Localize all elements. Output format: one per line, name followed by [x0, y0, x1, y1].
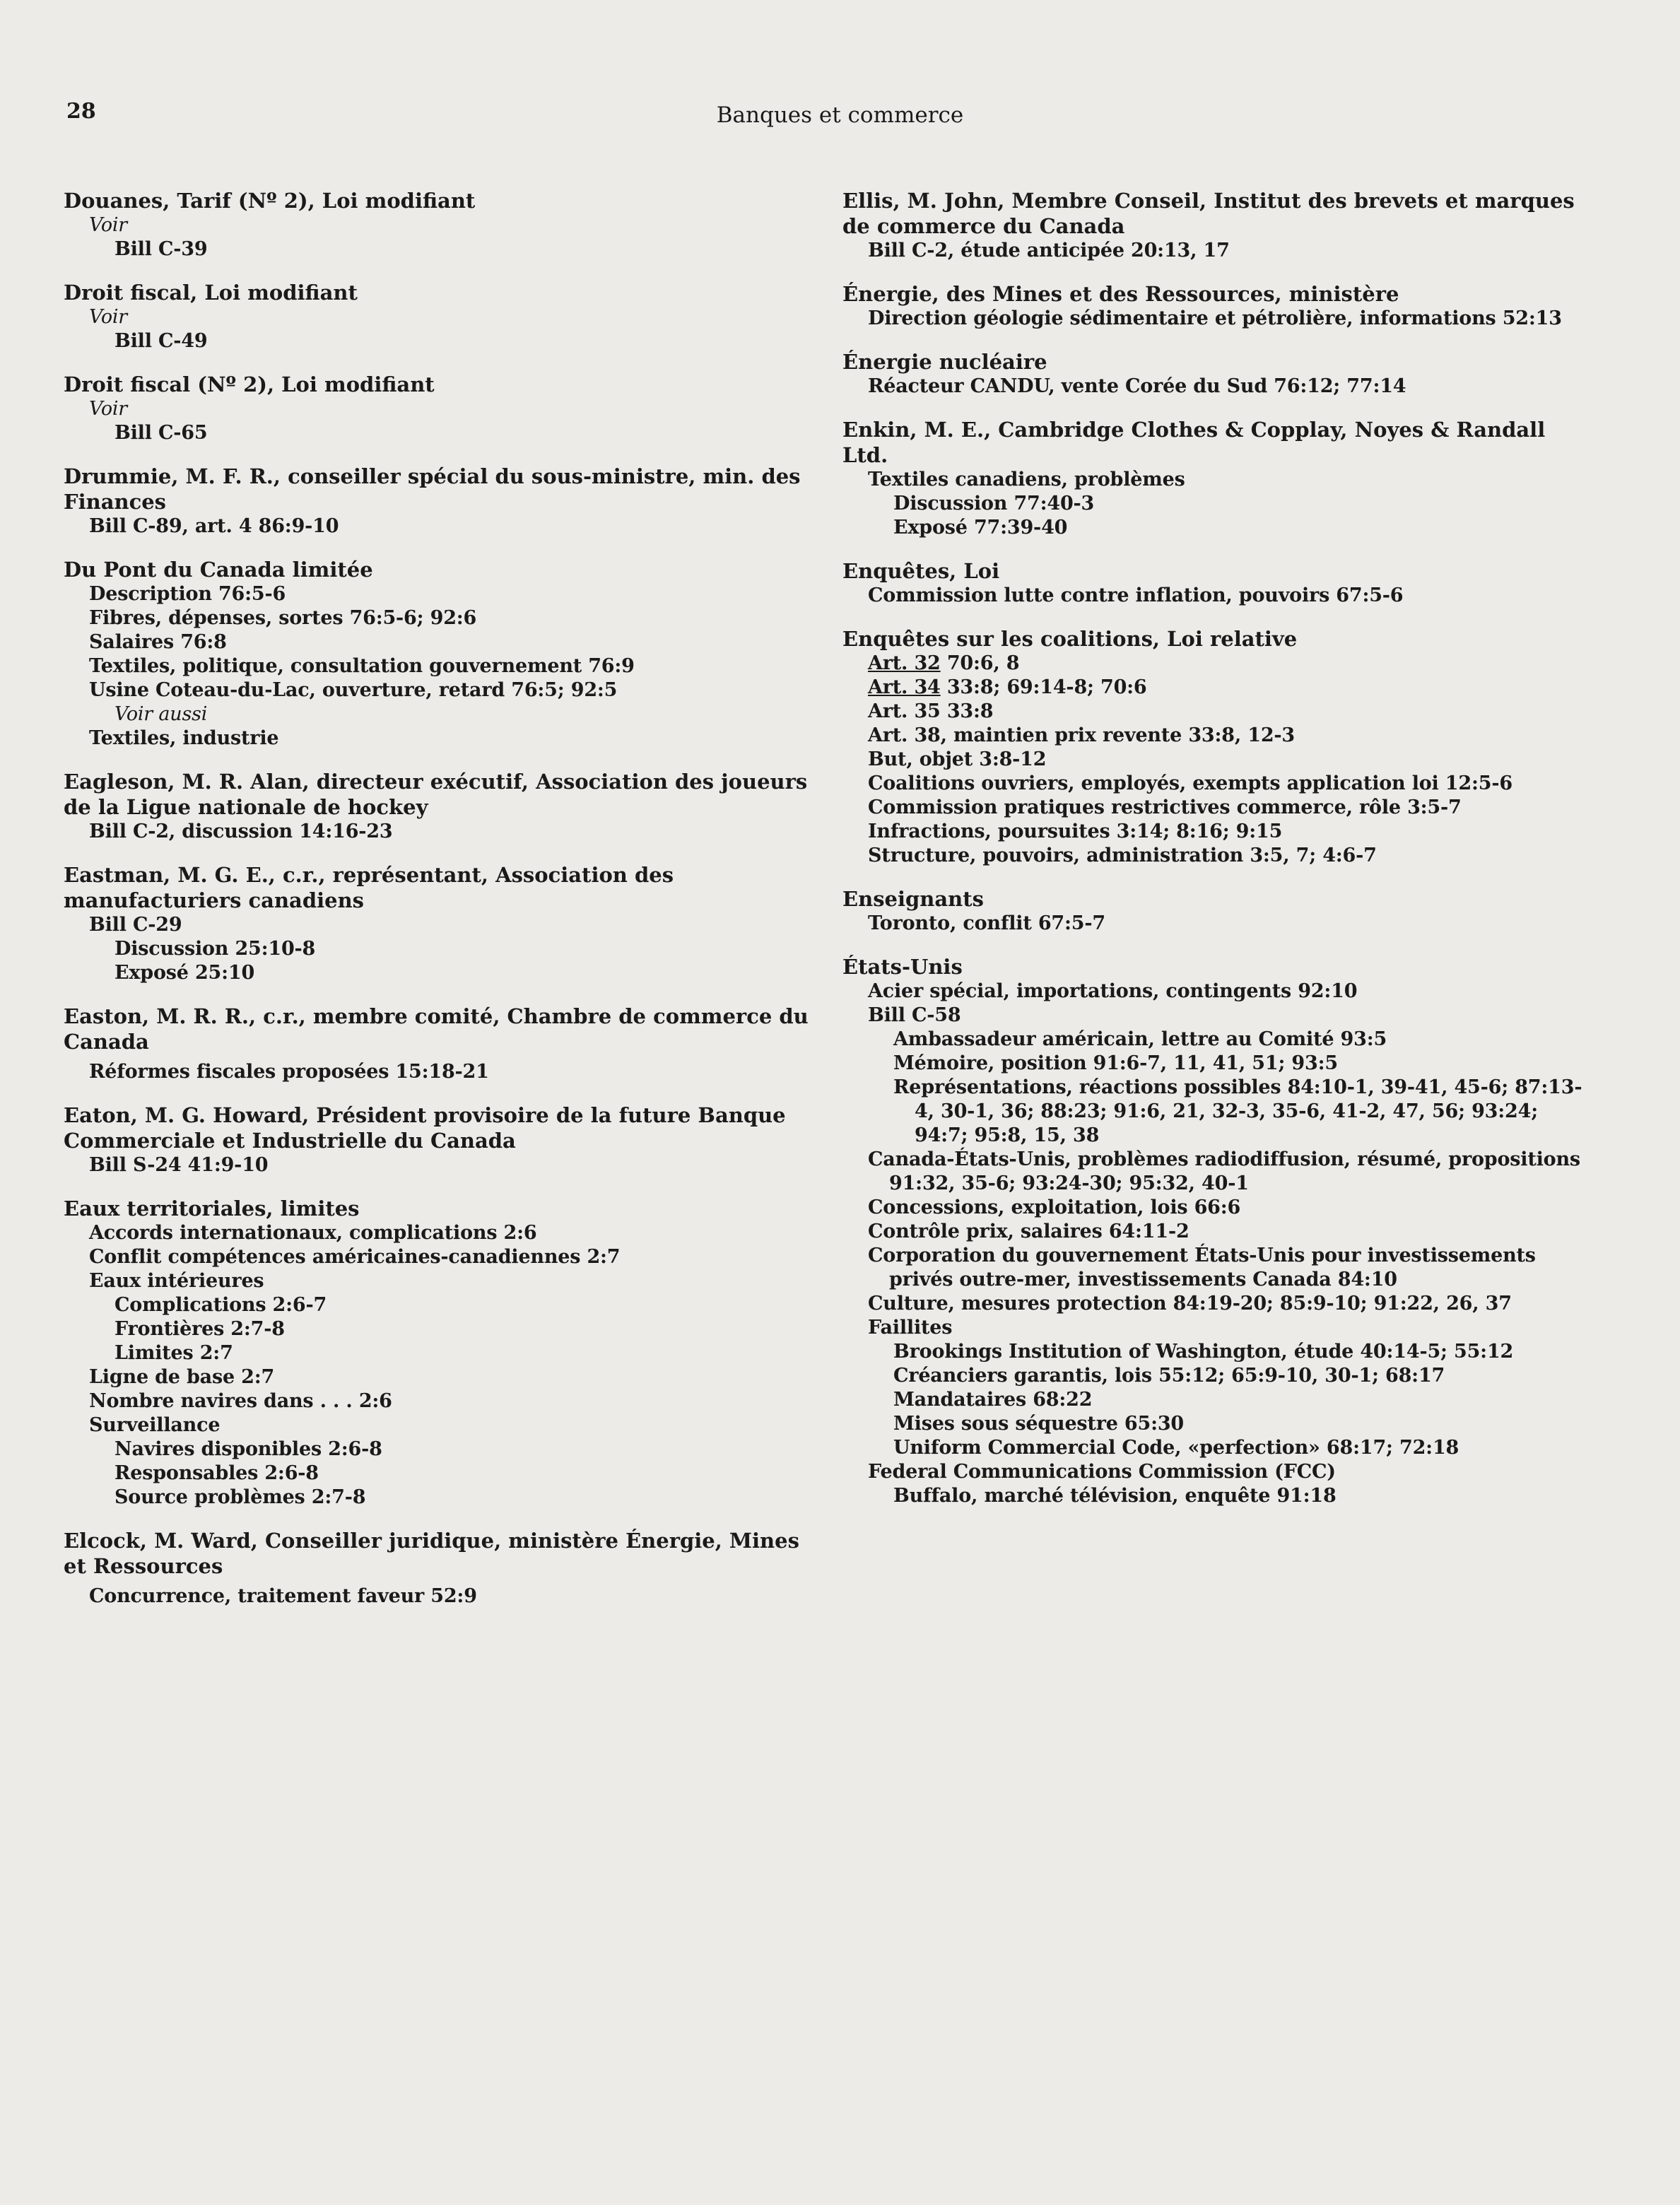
index-entry: [64, 769, 813, 844]
index-entry: [842, 558, 1588, 608]
entry-subline: Représentations, réactions possibles 84:10-1, 39-41, 45-6; 87:13-4, 30-1, 36; 88:23; 91:6, 21, 32-3, 35-6, 41-2, 47, 56; 93:24; 94:7; 95:8, 15, 38: [893, 1076, 1582, 1146]
entry-subline: Complications 2:6-7: [114, 1294, 327, 1316]
article-ref: Art. 34: [868, 676, 941, 698]
index-column-left: [64, 188, 813, 1627]
index-entry: [64, 280, 813, 353]
index-entry: [842, 626, 1588, 868]
entry-subline: Faillites: [868, 1317, 953, 1339]
entry-heading: Ellis, M. John, Membre Conseil, Institut des brevets et marques de commerce du Canada: [842, 189, 1575, 238]
entry-subline: Frontières 2:7-8: [114, 1318, 285, 1340]
page-number: 28: [66, 99, 96, 124]
entry-subline: Structure, pouvoirs, administration 3:5, 7; 4:6-7: [868, 845, 1377, 866]
entry-subline: [842, 676, 1588, 700]
entry-subline: Commission lutte contre inflation, pouvoirs 67:5-6: [868, 584, 1404, 606]
entry-subline: Accords internationaux, complications 2:6: [89, 1222, 537, 1244]
running-header: Banques et commerce: [716, 102, 964, 128]
entry-subline: Coalitions ouvriers, employés, exempts application loi 12:5-6: [868, 772, 1512, 794]
entry-subline: Navires disponibles 2:6-8: [114, 1438, 382, 1460]
entry-heading: Enseignants: [842, 887, 984, 911]
entry-heading: Eaton, M. G. Howard, Président provisoire de la future Banque Commerciale et Industrielle du Canada: [64, 1103, 786, 1153]
entry-heading: Eaux territoriales, limites: [64, 1196, 360, 1221]
entry-subline: Culture, mesures protection 84:19-20; 85:9-10; 91:22, 26, 37: [868, 1293, 1512, 1315]
entry-heading: Drummie, M. F. R., conseiller spécial du sous-ministre, min. des Finances: [64, 464, 801, 514]
entry-heading: Enquêtes sur les coalitions, Loi relative: [842, 627, 1298, 651]
entry-subline: Mémoire, position 91:6-7, 11, 41, 51; 93:5: [893, 1052, 1338, 1074]
index-entry: [64, 1196, 813, 1510]
entry-subline: Responsables 2:6-8: [114, 1462, 319, 1484]
entry-subline: [842, 652, 1588, 676]
entry-subline: Acier spécial, importations, contingents 92:10: [868, 980, 1358, 1002]
entry-heading: Eagleson, M. R. Alan, directeur exécutif, Association des joueurs de la Ligue nationale de hockey: [64, 770, 808, 819]
entry-heading: Elcock, M. Ward, Conseiller juridique, ministère Énergie, Mines et Ressources: [64, 1529, 799, 1578]
index-entry: [64, 1102, 813, 1177]
index-entry: [64, 1528, 813, 1609]
entry-subline: Direction géologie sédimentaire et pétrolière, informations 52:13: [868, 307, 1562, 329]
entry-subline: Buffalo, marché télévision, enquête 91:18: [893, 1485, 1337, 1507]
entry-heading: Énergie nucléaire: [842, 350, 1047, 374]
index-entry: [842, 417, 1588, 540]
entry-heading: États-Unis: [842, 955, 963, 979]
index-entry: [64, 557, 813, 751]
entry-subline: Bill C-2, étude anticipée 20:13, 17: [868, 240, 1230, 261]
entry-subline: Voir: [89, 306, 128, 328]
entry-subline: Créanciers garantis, lois 55:12; 65:9-10, 30-1; 68:17: [893, 1365, 1445, 1387]
entry-heading: Droit fiscal, Loi modifiant: [64, 281, 358, 305]
entry-subline: Salaires 76:8: [89, 631, 227, 653]
entry-subline: Exposé 77:39-40: [893, 517, 1068, 539]
index-entry: [64, 862, 813, 985]
entry-subline: Limites 2:7: [114, 1342, 233, 1364]
entry-subline: Eaux intérieures: [89, 1270, 264, 1292]
entry-subline: Federal Communications Commission (FCC): [868, 1461, 1336, 1483]
entry-subline: Discussion 77:40-3: [893, 493, 1095, 514]
entry-heading: Du Pont du Canada limitée: [64, 558, 373, 582]
entry-subline: Bill C-39: [114, 238, 208, 260]
entry-subline: Conflit compétences américaines-canadiennes 2:7: [89, 1246, 621, 1268]
index-entry: [842, 188, 1588, 263]
entry-subline: Bill C-49: [114, 330, 208, 352]
entry-heading: Énergie, des Mines et des Ressources, ministère: [842, 282, 1399, 306]
entry-subline: Voir: [89, 398, 128, 420]
entry-subline: Uniform Commercial Code, «perfection» 68:17; 72:18: [893, 1437, 1459, 1459]
spacer: [64, 1579, 813, 1584]
entry-subline: Bill C-65: [114, 422, 208, 444]
entry-subline: Contrôle prix, salaires 64:11-2: [868, 1221, 1189, 1242]
entry-subline: Ligne de base 2:7: [89, 1366, 275, 1388]
entry-subline: Ambassadeur américain, lettre au Comité 93:5: [893, 1028, 1387, 1050]
entry-subline: Surveillance: [89, 1414, 221, 1436]
index-entry: [64, 188, 813, 261]
entry-subline: Textiles, politique, consultation gouvernement 76:9: [89, 655, 635, 677]
entry-subline: Concurrence, traitement faveur 52:9: [89, 1585, 477, 1607]
article-ref: Art. 32: [868, 652, 941, 674]
entry-heading: Easton, M. R. R., c.r., membre comité, Chambre de commerce du Canada: [64, 1004, 809, 1054]
entry-subline: Art. 38, maintien prix revente 33:8, 12-3: [868, 724, 1296, 746]
entry-subline: But, objet 3:8-12: [868, 748, 1047, 770]
index-entry: [842, 349, 1588, 399]
entry-heading: Enquêtes, Loi: [842, 559, 1000, 583]
entry-subline: Réacteur CANDU, vente Corée du Sud 76:12; 77:14: [868, 375, 1406, 397]
entry-heading: Droit fiscal (Nº 2), Loi modifiant: [64, 372, 435, 396]
entry-subline: Bill S-24 41:9-10: [89, 1154, 269, 1176]
index-entry: [842, 954, 1588, 1508]
entry-subline: Commission pratiques restrictives commerce, rôle 3:5-7: [868, 796, 1462, 818]
entry-subline: Mises sous séquestre 65:30: [893, 1413, 1185, 1435]
entry-subline: Fibres, dépenses, sortes 76:5-6; 92:6: [89, 607, 477, 629]
entry-subline: Description 76:5-6: [89, 583, 286, 605]
entry-subline: Voir aussi: [114, 703, 208, 725]
entry-subline: Source problèmes 2:7-8: [114, 1486, 366, 1508]
index-entry: [64, 464, 813, 539]
entry-subline: Concessions, exploitation, lois 66:6: [868, 1196, 1241, 1218]
index-entry: [842, 281, 1588, 331]
entry-subline: Réformes fiscales proposées 15:18-21: [89, 1061, 489, 1083]
entry-subline: Nombre navires dans . . . 2:6: [89, 1390, 392, 1412]
entry-subline: Textiles canadiens, problèmes: [868, 469, 1185, 490]
page-refs: 70:6, 8: [940, 652, 1020, 674]
entry-subline: Mandataires 68:22: [893, 1389, 1093, 1411]
spacer: [64, 1054, 813, 1060]
page-refs: 33:8; 69:14-8; 70:6: [940, 676, 1147, 698]
index-entry: [64, 372, 813, 445]
entry-subline: Art. 35 33:8: [868, 700, 994, 722]
entry-subline: Bill C-89, art. 4 86:9-10: [89, 515, 339, 537]
index-entry: [64, 1004, 813, 1084]
entry-subline: Textiles, industrie: [89, 727, 279, 749]
entry-subline: Discussion 25:10-8: [114, 938, 316, 960]
entry-subline: Bill C-2, discussion 14:16-23: [89, 821, 393, 842]
entry-subline: Canada-États-Unis, problèmes radiodiffusion, résumé, propositions 91:32, 35-6; 93:24-30; 95:32, 40-1: [868, 1148, 1580, 1194]
entry-heading: Enkin, M. E., Cambridge Clothes & Copplay, Noyes & Randall Ltd.: [842, 418, 1546, 467]
entry-subline: Usine Coteau-du-Lac, ouverture, retard 76:5; 92:5: [89, 679, 618, 701]
entry-subline: Bill C-29: [89, 914, 182, 936]
entry-subline: Corporation du gouvernement États-Unis pour investissements privés outre-mer, investissements Canada 84:10: [868, 1245, 1536, 1290]
entry-subline: Brookings Institution of Washington, étude 40:14-5; 55:12: [893, 1341, 1514, 1363]
index-column-right: [842, 188, 1588, 1527]
entry-subline: Exposé 25:10: [114, 962, 255, 984]
entry-subline: Infractions, poursuites 3:14; 8:16; 9:15: [868, 821, 1283, 842]
index-entry: [842, 886, 1588, 936]
entry-heading: Douanes, Tarif (Nº 2), Loi modifiant: [64, 189, 476, 213]
entry-subline: Bill C-58: [868, 1004, 961, 1026]
entry-heading: Eastman, M. G. E., c.r., représentant, Association des manufacturiers canadiens: [64, 863, 674, 912]
entry-subline: Toronto, conflit 67:5-7: [868, 912, 1105, 934]
entry-subline: Voir: [89, 214, 128, 236]
